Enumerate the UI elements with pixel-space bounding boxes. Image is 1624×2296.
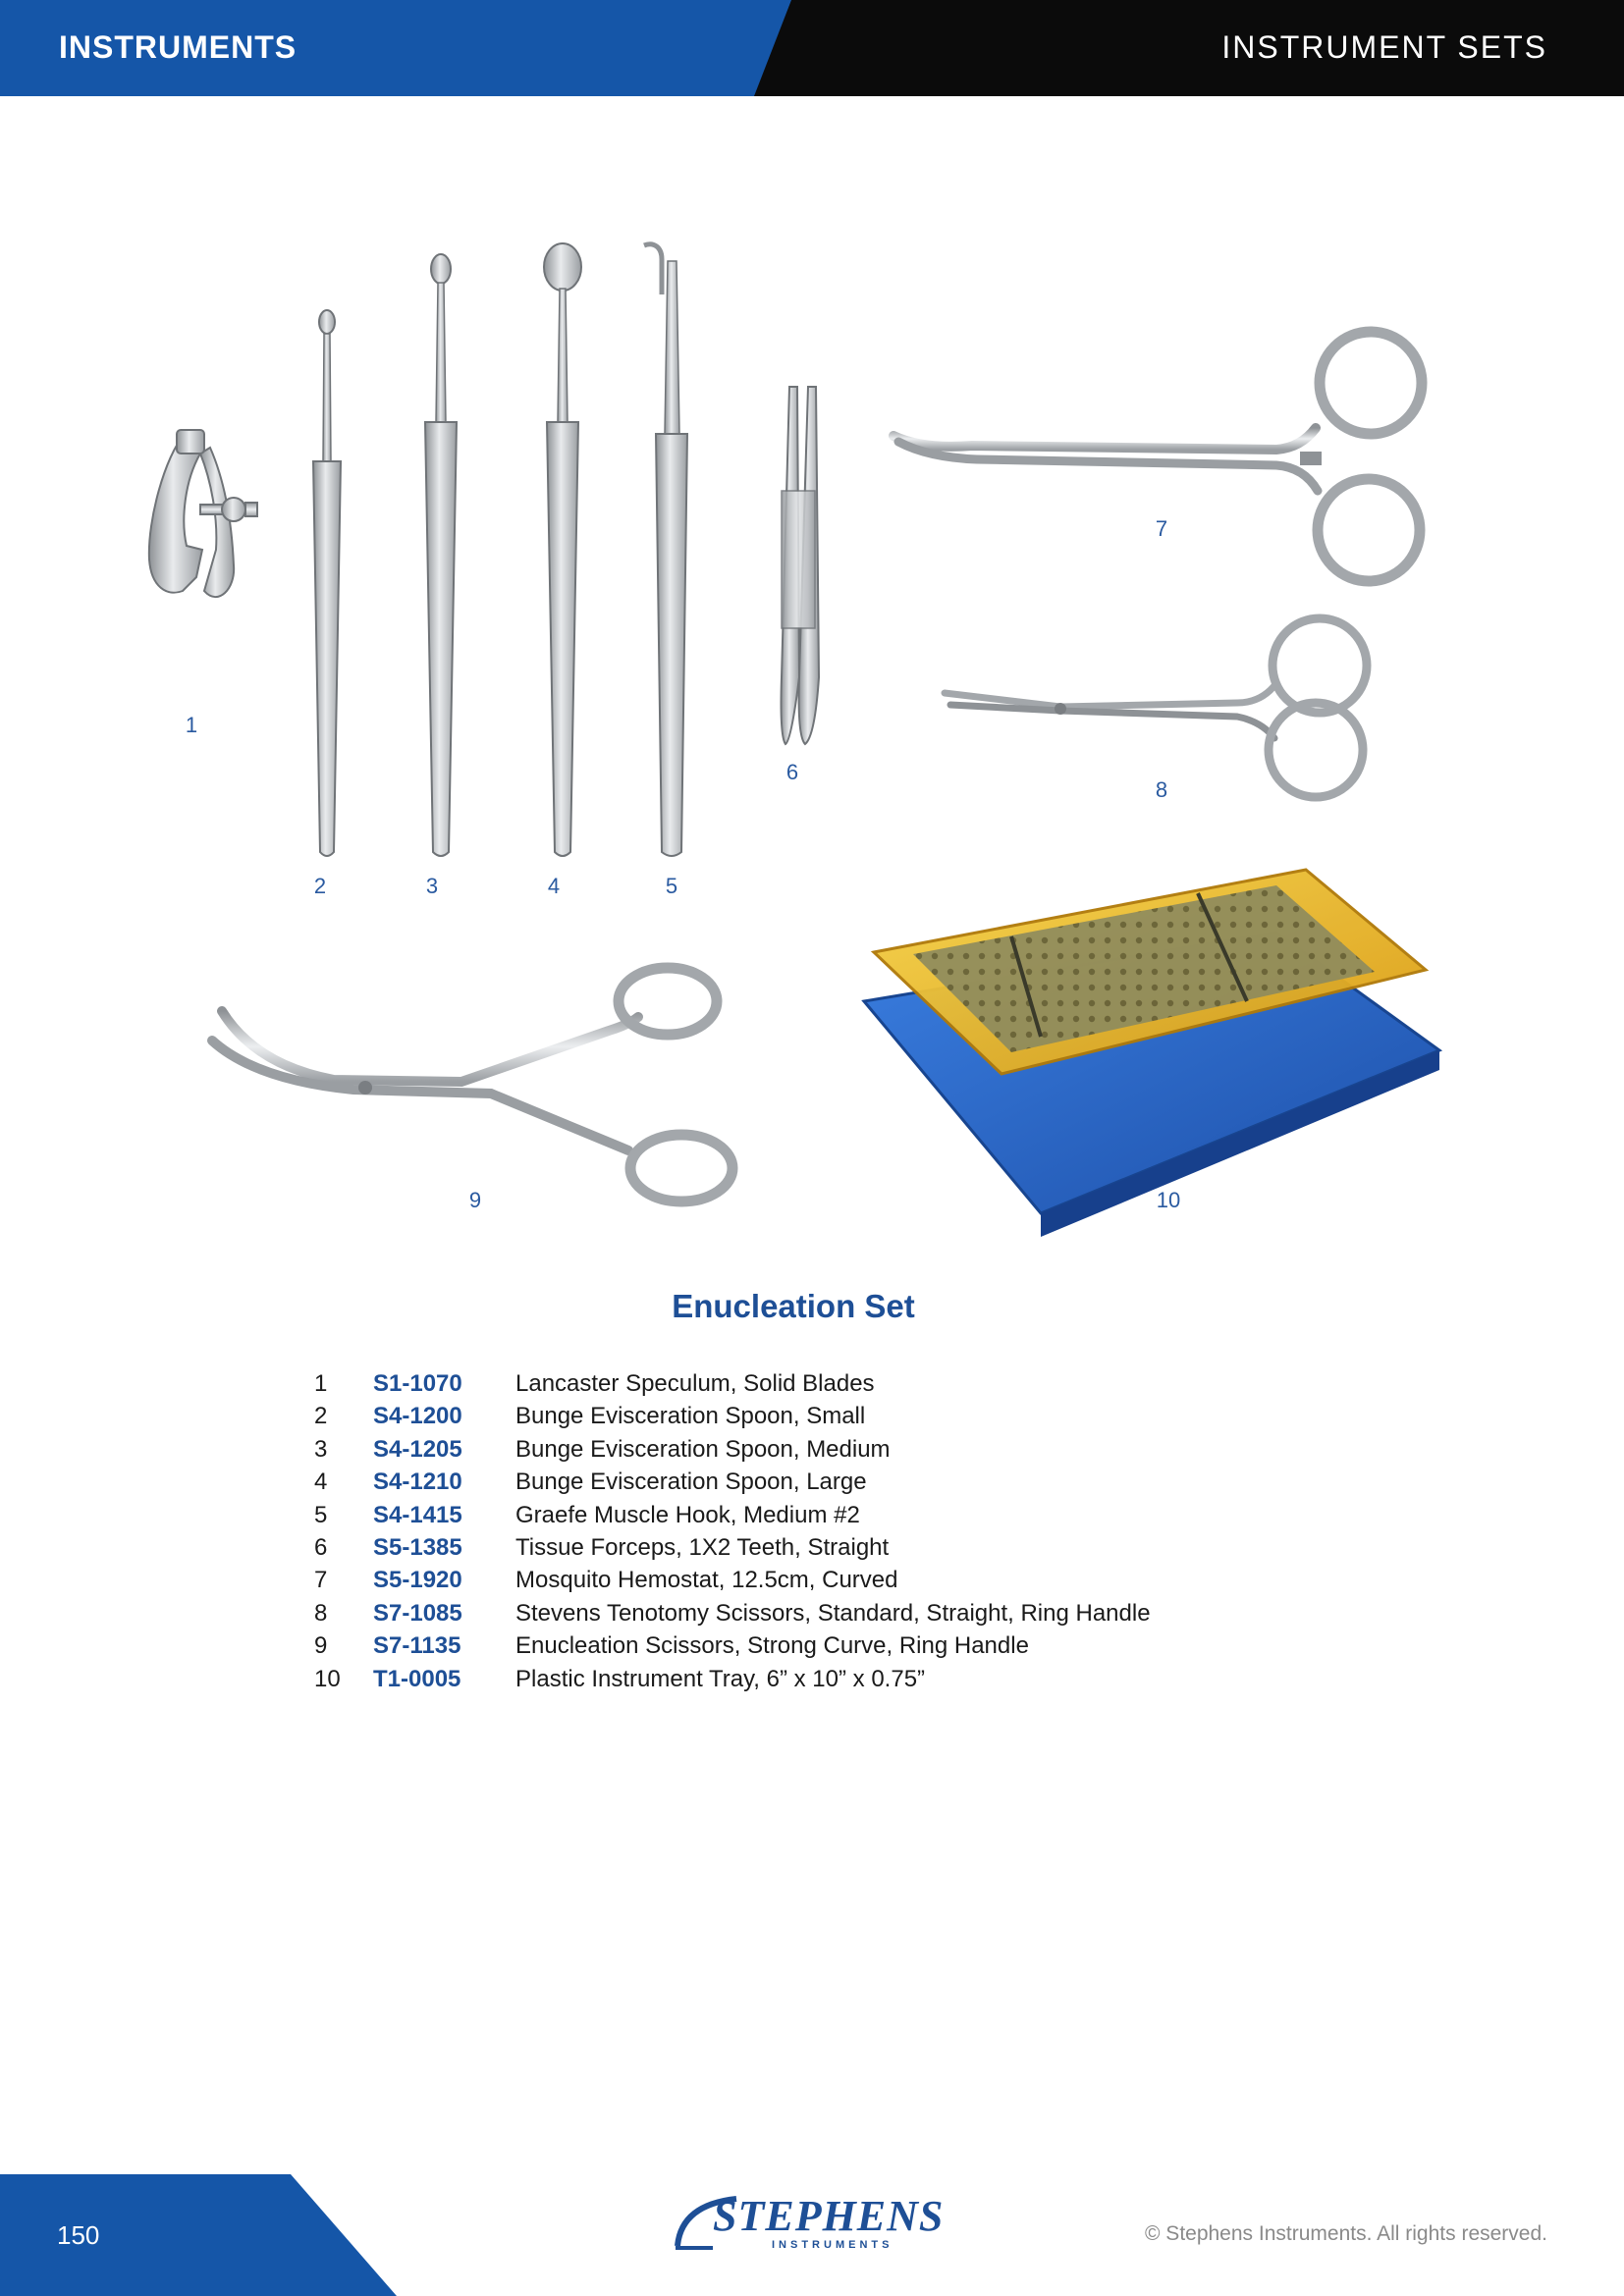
figure-label-8: 8 bbox=[1155, 777, 1168, 802]
item-index: 3 bbox=[314, 1435, 328, 1463]
instrument-figure bbox=[0, 226, 1624, 1247]
company-logo bbox=[674, 2191, 945, 2258]
item-index: 10 bbox=[314, 1665, 341, 1692]
item-code: S4-1205 bbox=[373, 1435, 462, 1463]
item-index: 5 bbox=[314, 1501, 328, 1528]
header-chapter-title: INSTRUMENT SETS bbox=[1221, 29, 1547, 65]
item-index: 4 bbox=[314, 1468, 328, 1496]
instrument-tray-drawing bbox=[864, 870, 1439, 1237]
item-code: S4-1200 bbox=[373, 1403, 462, 1430]
item-code: T1-0005 bbox=[373, 1665, 461, 1692]
tissue-forceps-drawing bbox=[782, 387, 820, 744]
figure-label-10: 10 bbox=[1156, 1188, 1181, 1212]
set-title: Enucleation Set bbox=[672, 1288, 915, 1324]
item-code: S7-1085 bbox=[373, 1599, 462, 1627]
item-index: 6 bbox=[314, 1533, 328, 1561]
item-description: Mosquito Hemostat, 12.5cm, Curved bbox=[515, 1567, 898, 1594]
figure-label-4: 4 bbox=[547, 874, 561, 898]
item-index: 8 bbox=[314, 1599, 328, 1627]
figure-label-5: 5 bbox=[665, 874, 678, 898]
spoon-large-drawing bbox=[544, 243, 581, 856]
item-code: S5-1920 bbox=[373, 1567, 462, 1594]
logo-subtext: INSTRUMENTS bbox=[772, 2239, 893, 2251]
figure-label-7: 7 bbox=[1155, 516, 1168, 541]
instrument-illustration bbox=[0, 226, 1624, 1247]
item-code: S4-1210 bbox=[373, 1468, 462, 1496]
item-description: Enucleation Scissors, Strong Curve, Ring Handle bbox=[515, 1632, 1029, 1660]
item-code: S5-1385 bbox=[373, 1533, 462, 1561]
item-code: S7-1135 bbox=[373, 1632, 461, 1660]
item-description: Lancaster Speculum, Solid Blades bbox=[515, 1370, 875, 1397]
figure-label-2: 2 bbox=[313, 874, 327, 898]
header-section-title: INSTRUMENTS bbox=[59, 29, 298, 65]
item-index: 1 bbox=[314, 1370, 328, 1397]
item-description: Stevens Tenotomy Scissors, Standard, Straight, Ring Handle bbox=[515, 1599, 1151, 1627]
item-description: Graefe Muscle Hook, Medium #2 bbox=[515, 1501, 860, 1528]
spoon-medium-drawing bbox=[425, 254, 457, 856]
muscle-hook-drawing bbox=[644, 244, 687, 856]
item-index: 2 bbox=[314, 1403, 328, 1430]
item-description: Tissue Forceps, 1X2 Teeth, Straight bbox=[515, 1533, 890, 1561]
copyright: © Stephens Instruments. All rights reserved. bbox=[1145, 2222, 1547, 2245]
spoon-small-drawing bbox=[313, 310, 341, 856]
enucleation-scissors-drawing bbox=[212, 968, 732, 1201]
figure-label-9: 9 bbox=[468, 1188, 482, 1212]
item-code: S4-1415 bbox=[373, 1501, 462, 1528]
item-description: Bunge Evisceration Spoon, Large bbox=[515, 1468, 867, 1496]
speculum-drawing bbox=[149, 430, 257, 597]
figure-label-1: 1 bbox=[185, 713, 198, 737]
page-number: 150 bbox=[57, 2220, 100, 2250]
figure-label-3: 3 bbox=[425, 874, 439, 898]
page-header bbox=[0, 0, 1624, 96]
item-index: 7 bbox=[314, 1567, 328, 1594]
item-index: 9 bbox=[314, 1632, 328, 1660]
tenotomy-scissors-drawing bbox=[945, 618, 1367, 797]
figure-label-6: 6 bbox=[785, 760, 799, 784]
item-description: Bunge Evisceration Spoon, Small bbox=[515, 1403, 866, 1430]
logo-text: STEPHENS bbox=[713, 2192, 945, 2240]
item-code: S1-1070 bbox=[373, 1370, 462, 1397]
hemostat-drawing bbox=[893, 332, 1422, 581]
item-description: Bunge Evisceration Spoon, Medium bbox=[515, 1435, 891, 1463]
item-description: Plastic Instrument Tray, 6” x 10” x 0.75” bbox=[515, 1665, 926, 1692]
